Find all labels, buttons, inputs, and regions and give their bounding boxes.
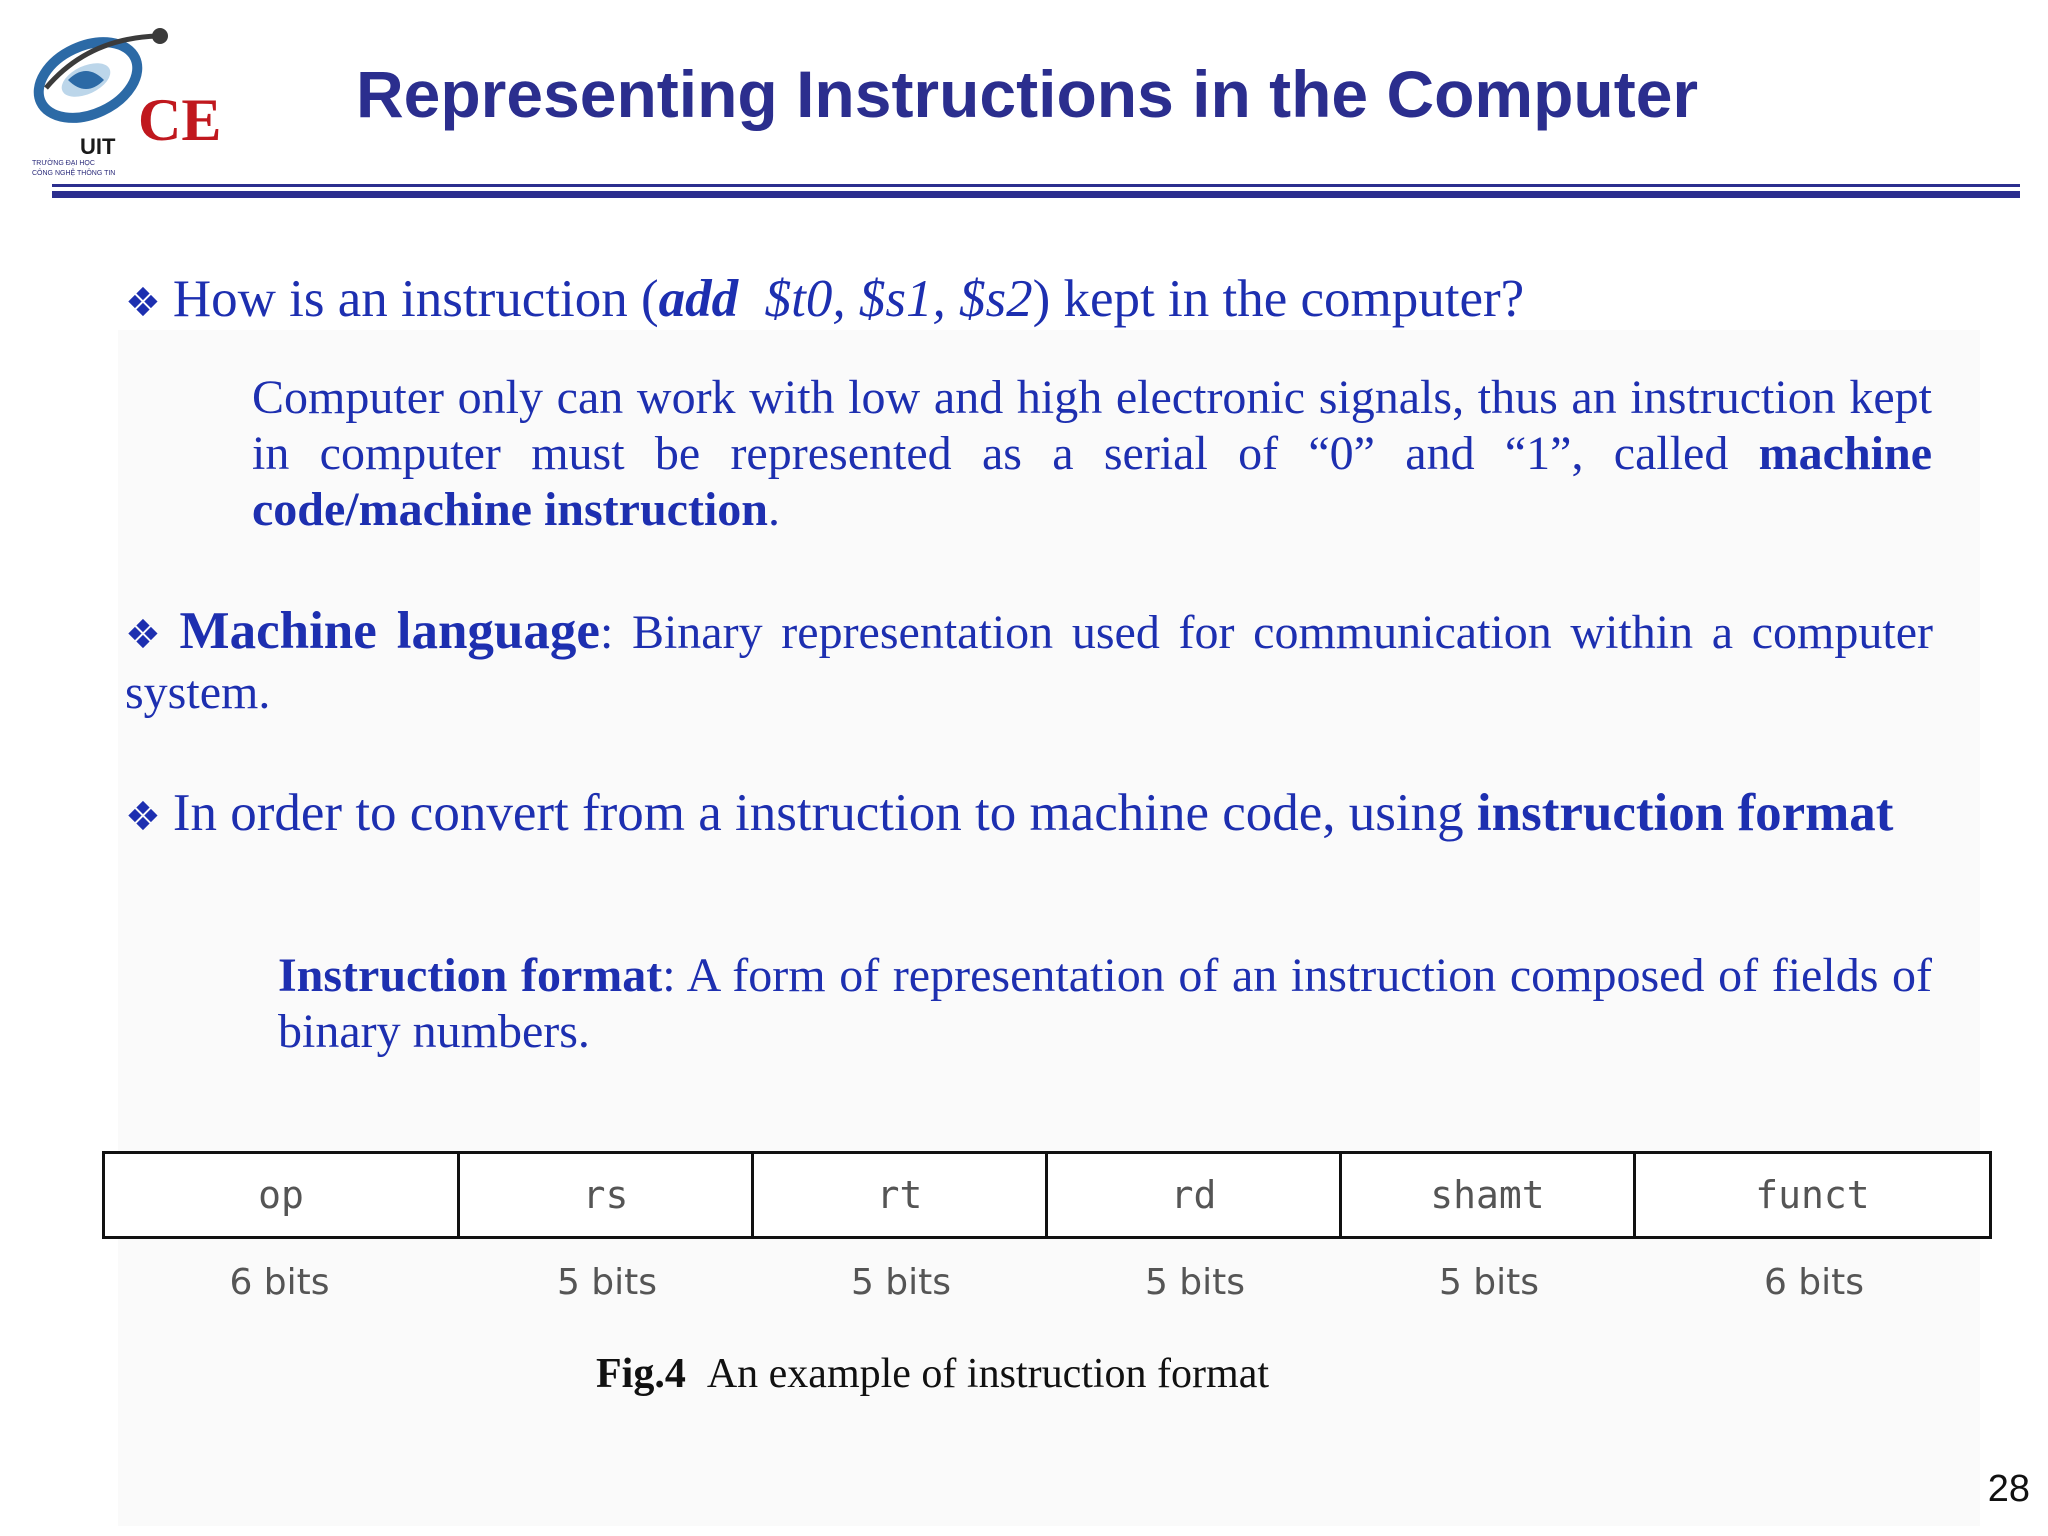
figure-label: Fig.4 xyxy=(596,1351,686,1397)
title-divider-thin xyxy=(52,184,2020,187)
field-rt: rt xyxy=(754,1154,1048,1236)
field-rd: rd xyxy=(1048,1154,1342,1236)
instruction-format-definition xyxy=(278,948,1932,1060)
instruction-format-table xyxy=(102,1151,1992,1239)
bullet-instruction-format xyxy=(125,782,1933,848)
field-funct: funct xyxy=(1636,1154,1992,1236)
diamond-bullet-icon: ❖ xyxy=(125,794,161,840)
field-shamt: shamt xyxy=(1342,1154,1636,1236)
field-rs: rs xyxy=(460,1154,754,1236)
text: How is an instruction ( xyxy=(172,270,659,328)
bits-rs: 5 bits xyxy=(556,1262,658,1303)
machine-code-explanation xyxy=(252,370,1932,538)
figure-caption xyxy=(596,1350,1356,1398)
bullet-machine-language xyxy=(125,602,1933,722)
diamond-bullet-icon: ❖ xyxy=(125,280,161,326)
figure-caption-text: An example of instruction format xyxy=(706,1351,1270,1397)
field-op: op xyxy=(105,1154,460,1236)
logo-subtitle-line1: TRƯỜNG ĐẠI HỌC xyxy=(32,160,95,167)
bits-shamt: 5 bits xyxy=(1438,1262,1540,1303)
text: ) kept in the computer? xyxy=(1032,270,1525,328)
diamond-bullet-icon: ❖ xyxy=(125,612,168,658)
bits-funct: 6 bits xyxy=(1763,1262,1865,1303)
machine-language-term: Machine language xyxy=(179,602,600,660)
instruction-opcode: add xyxy=(658,270,739,328)
definition-term: Instruction format xyxy=(278,949,663,1002)
title-divider-thick xyxy=(52,191,2020,198)
logo-uit-text: UIT xyxy=(80,134,116,159)
text: : Binary representation used for communication within a computer system. xyxy=(125,606,1934,719)
uit-ce-logo xyxy=(28,18,228,188)
bits-rt: 5 bits xyxy=(850,1262,952,1303)
bits-rd: 5 bits xyxy=(1144,1262,1246,1303)
bullet-instruction-question xyxy=(125,268,1925,334)
text: : A form of representation of an instruction composed of fields of binary numbers. xyxy=(278,949,1933,1058)
instruction-format-term: instruction format xyxy=(1476,784,1894,842)
bits-op: 6 bits xyxy=(229,1262,330,1303)
instruction-operands: $t0, $s1, $s2 xyxy=(764,270,1033,328)
logo-subtitle-line2: CÔNG NGHỆ THÔNG TIN xyxy=(32,170,116,177)
slide-title: Representing Instructions in the Computer xyxy=(356,57,1699,131)
text: In order to convert from a instruction to machine code, using xyxy=(172,784,1477,842)
text: Computer only can work with low and high electronic signals, thus an instruction kept in computer must be represented as a serial of “0” and “1”, called xyxy=(252,371,1932,480)
text: . xyxy=(767,483,780,536)
logo-ce-text: CE xyxy=(138,87,222,153)
page-number: 28 xyxy=(1987,1468,2030,1510)
machine-code-term: machine code/machine instruction xyxy=(252,427,1932,536)
